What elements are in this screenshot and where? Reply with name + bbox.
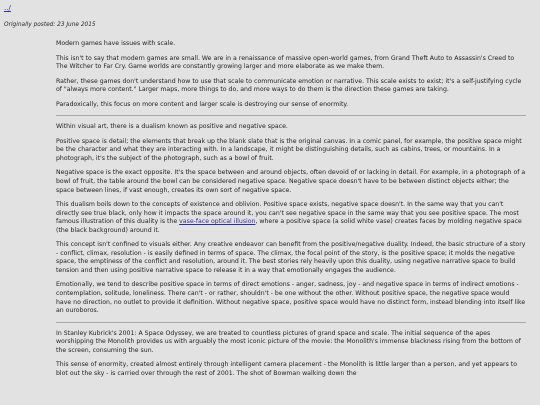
paragraph: Modern games have issues with scale. <box>56 40 176 47</box>
paragraph: Positive space is detail; the elements that break up the blank slate that is the original canvas. In a comic panel, for example, the positive space might be the character and what they are interacting with. In a landscape, it might be distinguishing details, such as cabins, trees, or mountains. In a photograph, it's the subject of the photograph, such as a bowl of fruit. <box>56 137 522 162</box>
section-divider <box>56 322 526 323</box>
back-link[interactable]: ../ <box>4 4 11 12</box>
paragraph: Paradoxically, this focus on more content and larger scale is destroying our sense of enormity. <box>56 100 349 108</box>
section-divider <box>56 115 526 116</box>
paragraph-text: , where a positive space (a solid white vase) creates faces by molding negative space (the black background) around it. <box>56 218 522 234</box>
paragraph: This isn't to say that modern games are small. We are in a renaissance of massive open-world games, from Grand Theft Auto to Assassin's Creed to The Witcher to Far Cry. Game worlds are constantly growing larger and more elaborate as we make them. <box>56 54 515 71</box>
posted-date: Originally posted: 23 June 2015 <box>4 22 96 28</box>
paragraph: Negative space is the exact opposite. It's the space between and around objects, often devoid of or lacking in detail. For example, in a photograph of a bowl of fruit, the table around the bowl can be considered negative space. Negative space doesn't have to be between distinct objects either; the space between lines, if vast enough, creates its own sort of negative space. <box>56 169 526 194</box>
paragraph <box>56 201 526 235</box>
paragraph: Within visual art, there is a dualism known as positive and negative space. <box>56 123 288 131</box>
article-body <box>56 40 526 384</box>
paragraph-text: This dualism boils down to the concepts of existence and oblivion. Positive space exists, negative space doesn't. In the same way that you can't directly see true black, only how it impacts the space around it, you can't see negative space in the same way that you see positive space. The most famous illustration of this duality is the <box>56 201 519 226</box>
paragraph: Rather, these games don't understand how to use that scale to communicate emotion or narrative. This scale exists to exist; it's a self-justifying cycle of "always more content." Larger maps, more things to do, and more ways to do them is the direction these games are taking. <box>56 77 522 94</box>
paragraph: Emotionally, we tend to describe positive space in terms of direct emotions - anger, sadness, joy - and negative space in terms of indirect emotions - contemplation, solitude, loneliness. There can't - or rather, shouldn't - be one without the other. Without positive space, the negative space would have no direction, no outlet to provide it definition. Without negative space, positive space would have no distinct form, instead blending into itself like an ouroboros. <box>56 281 526 315</box>
paragraph: This sense of enormity, created almost entirely through intelligent camera placement - the Monolith is little larger than a person, and yet appears to blot out the sky - is carried over through the rest of 2001. The shot of Bowman walking down the <box>56 361 517 377</box>
paragraph: This concept isn't confined to visuals either. Any creative endeavor can benefit from the positive/negative duality. Indeed, the basic structure of a story - conflict, climax, resolution - is easily defined in terms of space. The climax, the focal point of the story, is the positive space; it molds the negative space, the emptiness of the conflict and resolution, around it. The best stories rely heavily upon this duality, using negative narrative space to build tension and then using positive narrative space to release it in a way that emotionally engages the audience. <box>56 241 526 274</box>
vase-face-illusion-link[interactable]: vase-face optical illusion <box>179 218 256 226</box>
paragraph: In Stanley Kubrick's 2001: A Space Odyssey, we are treated to countless pictures of grand space and scale. The initial sequence of the apes worshipping the Monolith provides us with arguably the most iconic picture of the movie: the Monolith's immense blackness rising from the bottom of the screen, consuming the sun. <box>56 329 521 354</box>
